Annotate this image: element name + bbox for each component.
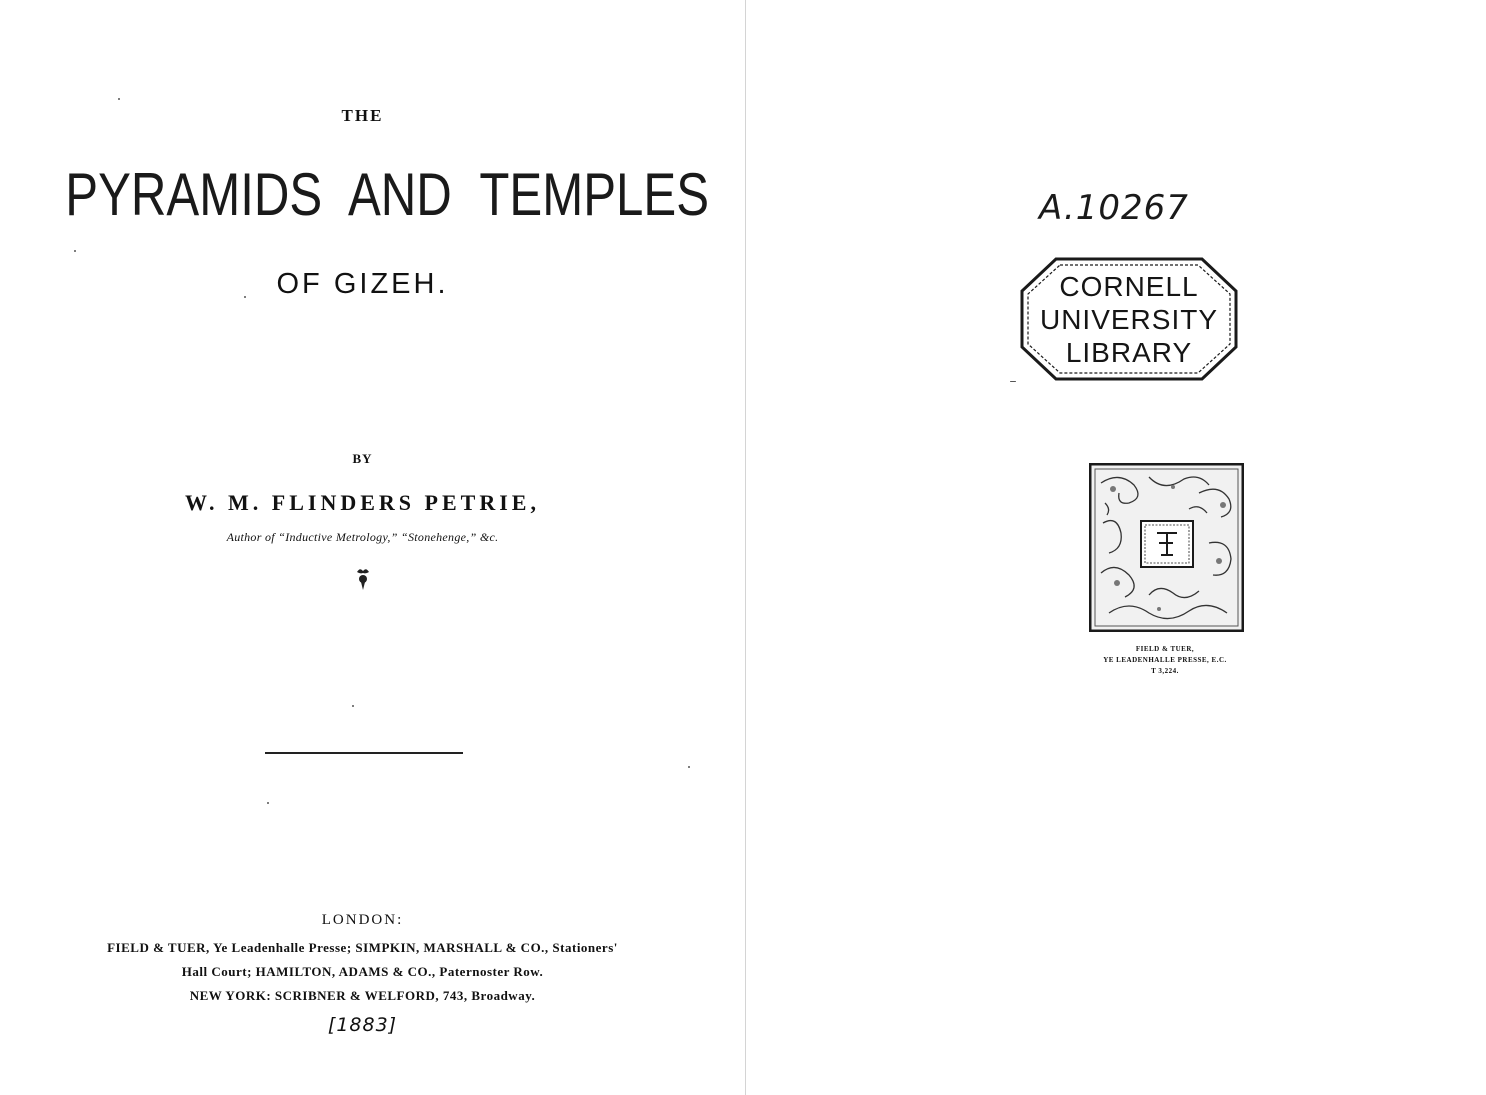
stamp-line: CORNELL: [1059, 271, 1199, 302]
author-name: W. M. FLINDERS PETRIE,: [185, 490, 540, 515]
book-title: PYRAMIDS AND TEMPLES: [65, 161, 710, 228]
by-label: BY: [352, 451, 373, 466]
library-stamp: [1020, 257, 1238, 381]
imprint-place: LONDON:: [321, 912, 404, 928]
paper-speck: [118, 98, 120, 100]
paper-speck: [688, 766, 690, 768]
paper-speck: [267, 802, 269, 804]
book-subtitle: OF GIZEH.: [276, 268, 449, 300]
bookplate-caption: FIELD & TUER,: [1135, 645, 1195, 653]
paper-speck: [1010, 381, 1016, 382]
printers-ornament-icon: [352, 566, 374, 592]
stamp-line: LIBRARY: [1065, 337, 1193, 368]
title-article: THE: [341, 106, 384, 125]
bookplate-caption: YE LEADENHALLE PRESSE, E.C.: [1103, 656, 1227, 664]
stamp-line: UNIVERSITY: [1039, 304, 1219, 335]
paper-speck: [244, 296, 246, 298]
paper-speck: [74, 250, 76, 252]
horizontal-rule: [265, 752, 463, 754]
endpaper-page: [746, 0, 1486, 1095]
imprint-line: NEW YORK: SCRIBNER & WELFORD, 743, Broadway.: [189, 988, 536, 1003]
imprint-line: FIELD & TUER, Ye Leadenhalle Presse; SIMPKIN, MARSHALL & CO., Stationers': [107, 940, 618, 955]
bookplate-caption: T 3,224.: [1151, 667, 1179, 675]
bookplate-image: [1089, 463, 1244, 632]
handwritten-accession-number: A.10267: [1039, 188, 1189, 228]
paper-speck: [352, 705, 354, 707]
author-credit: Author of “Inductive Metrology,” “Stonehenge,” &c.: [226, 530, 499, 544]
imprint-line: Hall Court; HAMILTON, ADAMS & CO., Paternoster Row.: [181, 964, 544, 979]
handwritten-year: [1883]: [327, 1014, 398, 1036]
